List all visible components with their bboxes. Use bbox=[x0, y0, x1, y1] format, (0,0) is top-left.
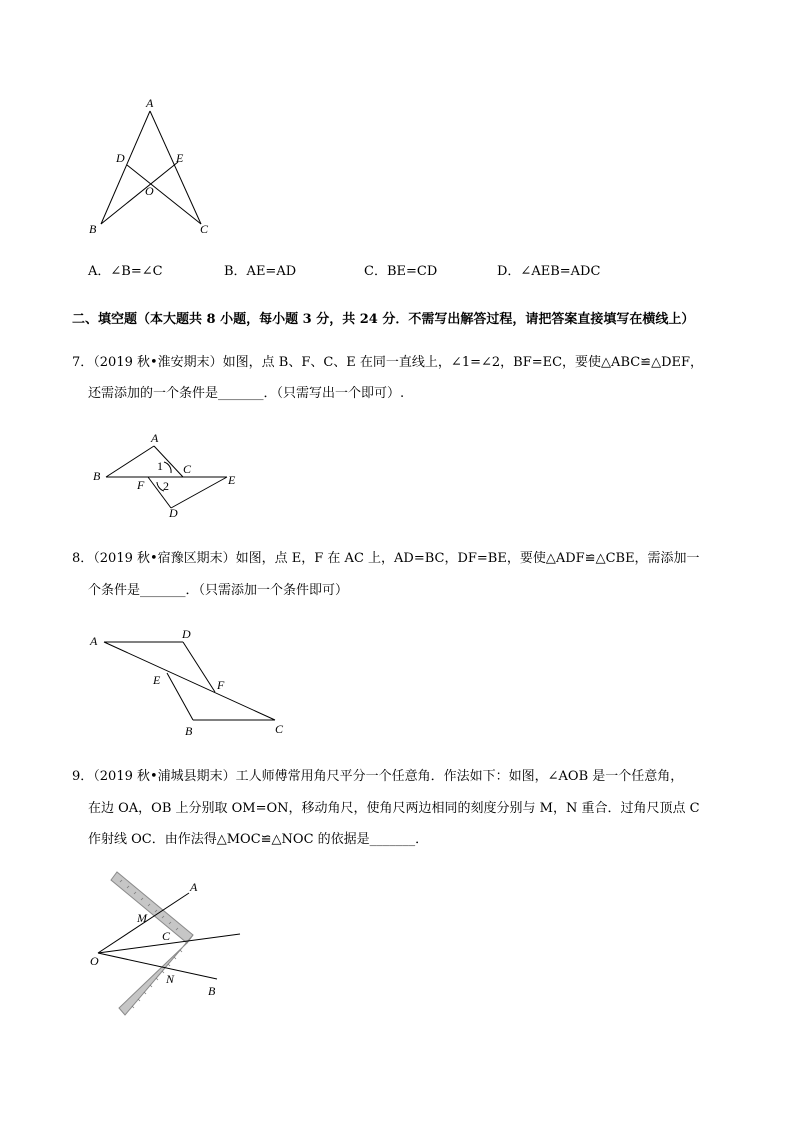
option-b: B．AE=AD bbox=[224, 264, 297, 279]
q7-label-angle-2: 2 bbox=[163, 479, 169, 493]
point-label-e: E bbox=[176, 151, 184, 165]
q9-label-n: N bbox=[166, 972, 175, 986]
q9-label-m: M bbox=[137, 911, 147, 925]
question-8-line-1: 8．（2019 秋•宿豫区期末）如图，点 E，F 在 AC 上，AD=BC，DF=BE，要使△ADF≌△CBE，需添加一 bbox=[72, 551, 700, 566]
q9-label-o: O bbox=[90, 954, 99, 968]
q7-label-angle-1: 1 bbox=[157, 459, 163, 473]
q9-label-a: A bbox=[190, 880, 198, 894]
q7-label-e: E bbox=[228, 473, 236, 487]
question-7-line-1: 7．（2019 秋•淮安期末）如图，点 B、F、C、E 在同一直线上，∠1=∠2，BF=EC，要使△ABC≌△DEF， bbox=[72, 355, 704, 370]
q8-label-d: D bbox=[182, 627, 191, 641]
option-a: A．∠B=∠C bbox=[88, 264, 163, 279]
q8-label-e: E bbox=[153, 673, 161, 687]
question-8-line-2: 个条件是_______．（只需添加一个条件即可） bbox=[88, 583, 349, 598]
q8-label-f: F bbox=[217, 678, 225, 692]
question-9-line-3: 作射线 OC．由作法得△MOC≌△NOC 的依据是_______． bbox=[88, 832, 429, 847]
section-heading: 二、填空题（本大题共 8 小题，每小题 3 分，共 24 分．不需写出解答过程，请把答案直接填写在横线上） bbox=[72, 312, 695, 327]
q7-label-d: D bbox=[169, 506, 178, 520]
q7-label-f: F bbox=[137, 478, 145, 492]
carpenter-square bbox=[111, 872, 193, 1015]
question-7-line-2: 还需添加的一个条件是_______．（只需写出一个即可）. bbox=[88, 386, 405, 401]
q8-label-a: A bbox=[90, 634, 98, 648]
q9-label-b: B bbox=[208, 984, 216, 998]
point-label-c: C bbox=[200, 222, 209, 236]
question-9-line-2: 在边 OA，OB 上分别取 OM=ON，移动角尺，使角尺两边相同的刻度分别与 M，N 重合．过角尺顶点 C bbox=[88, 801, 700, 816]
question-9-line-1: 9．（2019 秋•浦城县期末）工人师傅常用角尺平分一个任意角．作法如下：如图，∠AOB 是一个任意角， bbox=[72, 769, 684, 784]
point-label-o: O bbox=[145, 184, 154, 198]
point-label-d: D bbox=[116, 151, 125, 165]
option-d: D．∠AEB=ADC bbox=[497, 264, 601, 279]
q7-label-c: C bbox=[183, 462, 192, 476]
q9-label-c: C bbox=[162, 929, 171, 943]
point-label-a: A bbox=[146, 96, 154, 110]
option-c: C．BE=CD bbox=[364, 264, 438, 279]
q8-label-c: C bbox=[275, 722, 284, 736]
q8-label-b: B bbox=[185, 724, 193, 738]
q7-label-a: A bbox=[151, 431, 159, 445]
point-label-b: B bbox=[89, 222, 97, 236]
q7-label-b: B bbox=[93, 469, 101, 483]
